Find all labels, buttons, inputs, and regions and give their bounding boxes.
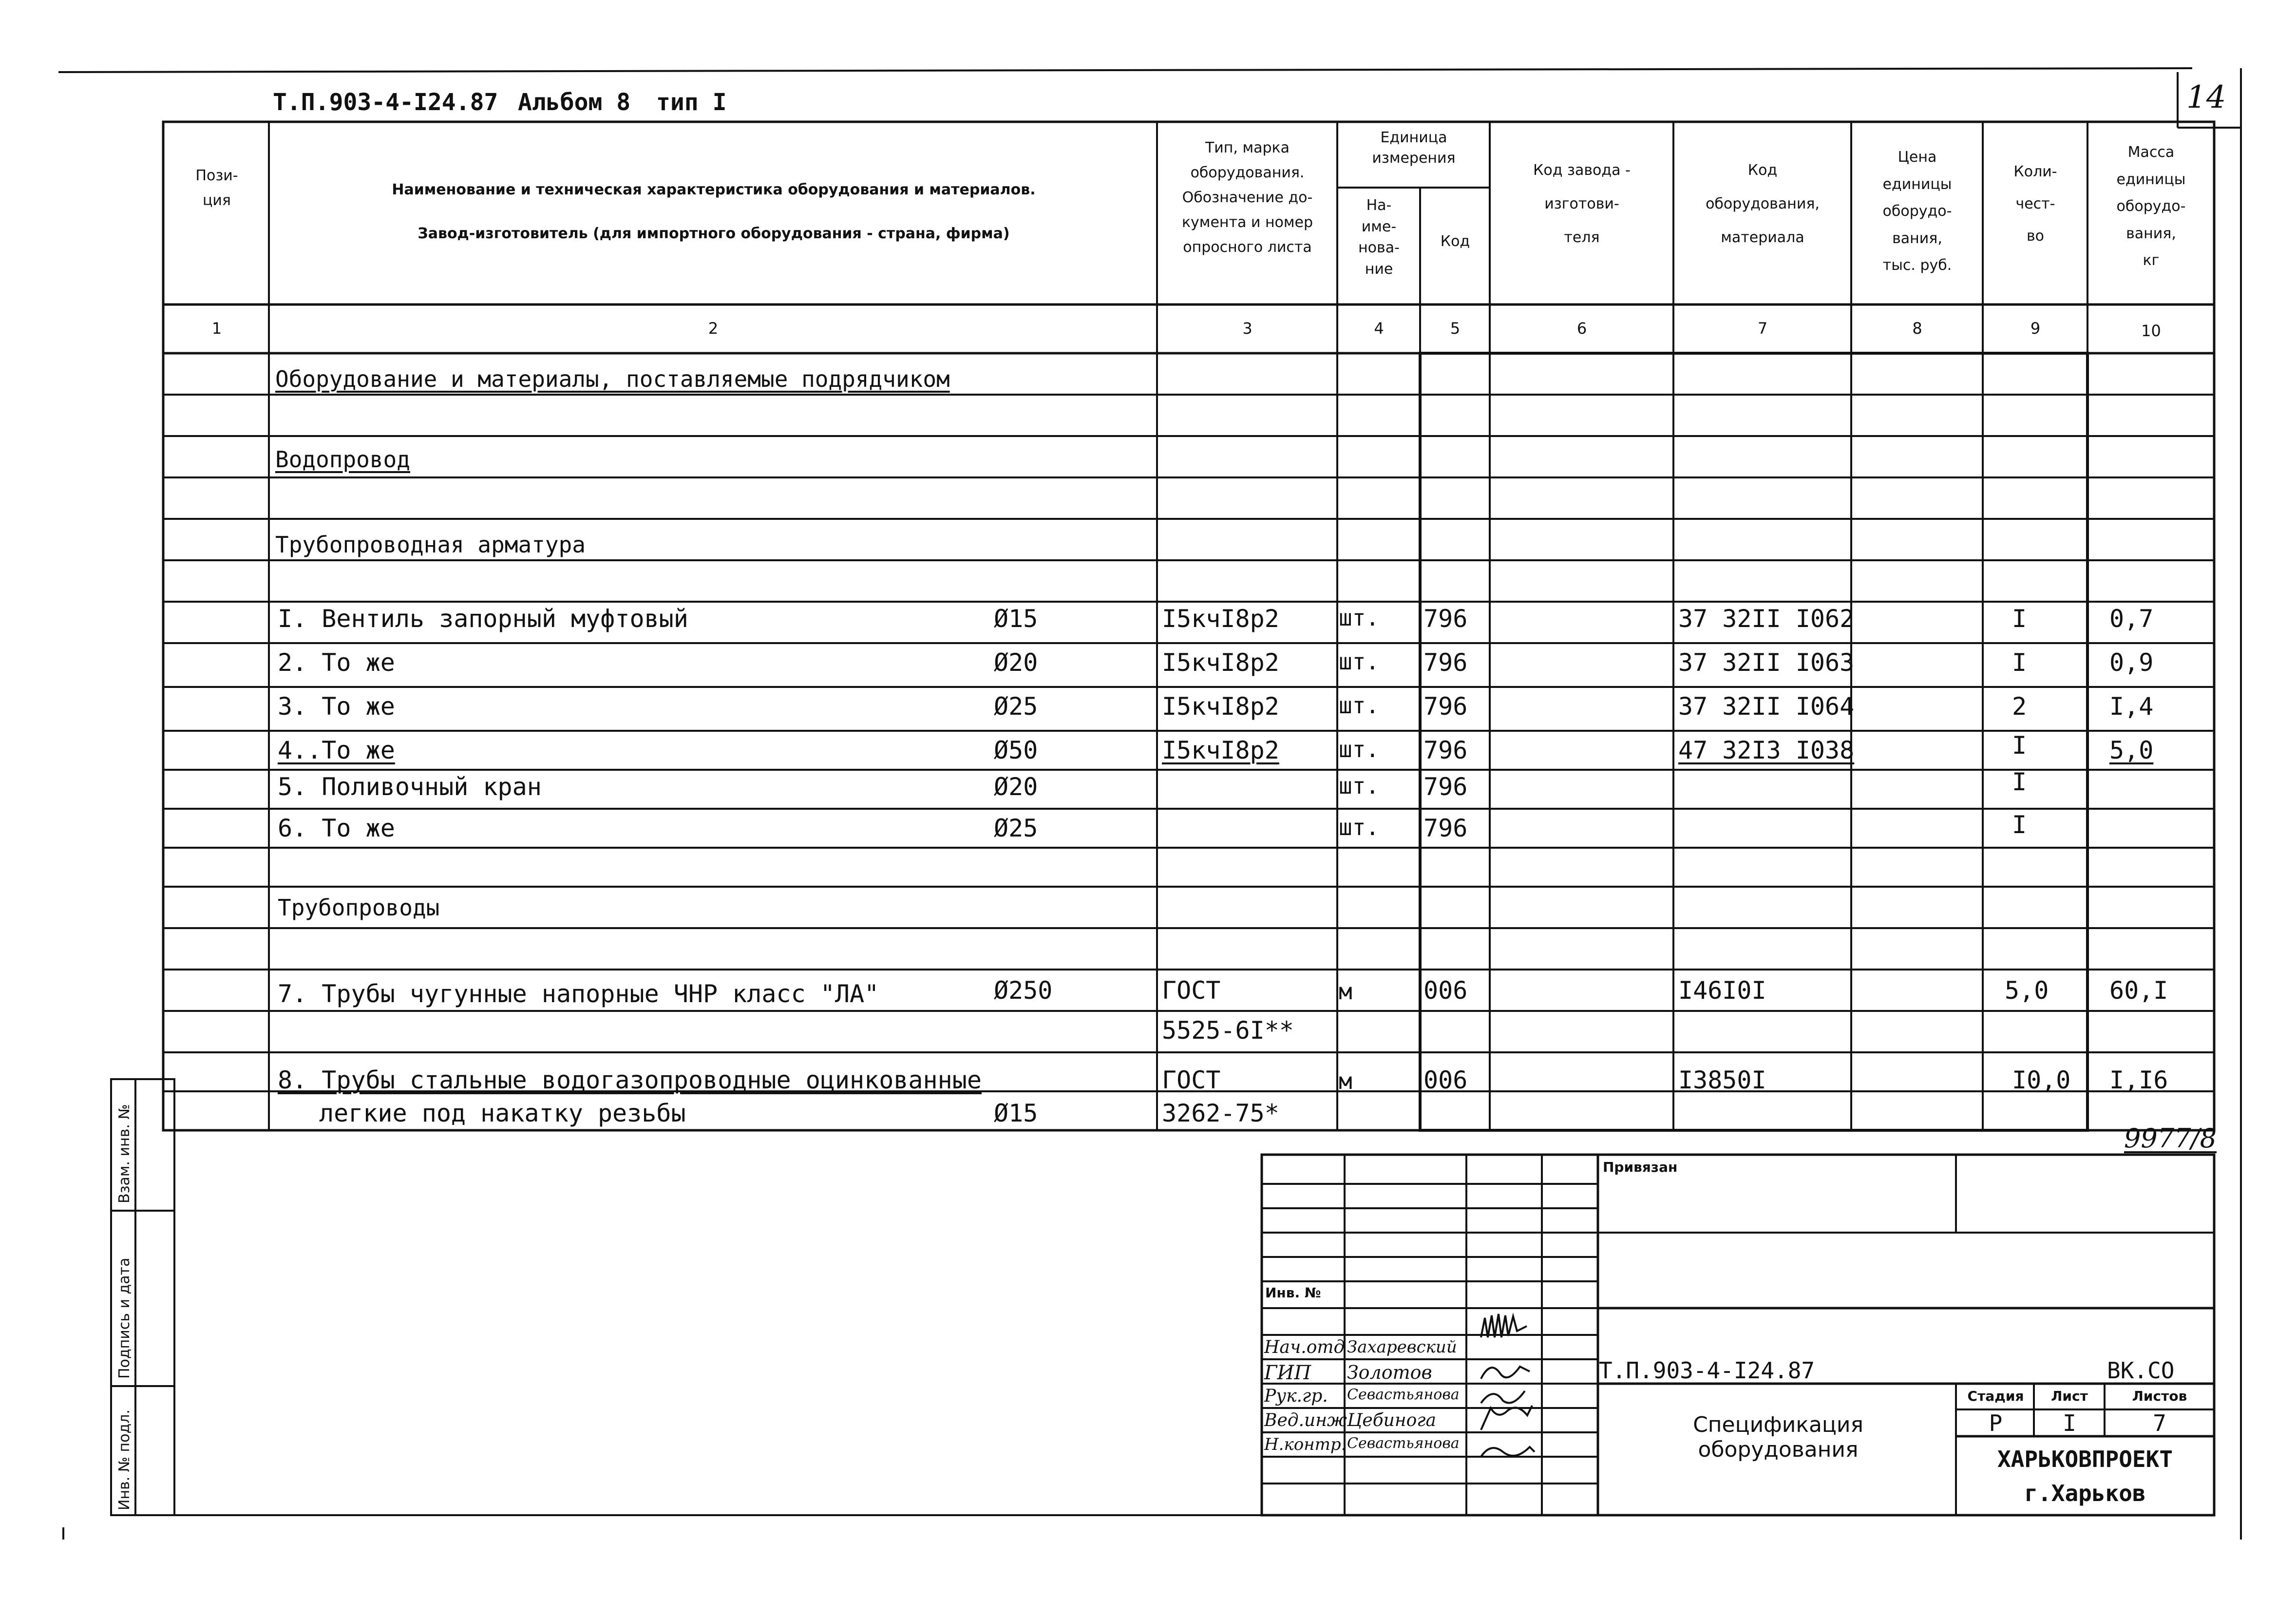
table-row-code: 796 (1423, 648, 1468, 677)
table-row-equip-code: 37 32II I062 (1678, 605, 1855, 633)
col-number: 6 (1576, 319, 1587, 338)
table-row-code: 796 (1423, 814, 1468, 842)
table-row-unit: шт. (1339, 736, 1380, 762)
table-row-qty: 2 (2012, 692, 2027, 721)
signer-name: Захаревский (1347, 1337, 1457, 1357)
col-number: 2 (708, 319, 719, 338)
doc-ref-header: Т.П.903-4-I24.87 (273, 89, 498, 116)
col-number: 1 (211, 319, 222, 338)
title-doc-code: ВК.СО (2107, 1357, 2175, 1384)
table-row-name: 8. Трубы стальные водогазопроводные оцинкованные (278, 1066, 982, 1094)
stage-label: Стадия (1967, 1388, 2024, 1404)
section-water: Водопровод (275, 446, 410, 473)
table-row-qty: I (2012, 648, 2027, 677)
hdr-maker-code: Код завода - изготови- теля (1533, 162, 1631, 246)
col-number: 7 (1757, 319, 1768, 338)
table-row-dia: Ø15 (994, 605, 1038, 633)
table-row-mark: ГОСТ (1162, 1066, 1221, 1094)
table-row-qty: I (2012, 605, 2027, 633)
table-row-name: 5. Поливочный кран (278, 773, 542, 801)
table-row-code: 796 (1423, 736, 1468, 764)
table-row-mark2: 5525-6I** (1162, 1016, 1294, 1045)
signer-name: Цебинога (1347, 1410, 1436, 1430)
type-label: тип I (656, 89, 727, 116)
hdr-unit-code: Код (1440, 233, 1470, 250)
table-row-mark: I5кчI8р2 (1162, 736, 1279, 764)
table-row-equip-code: I3850I (1678, 1066, 1766, 1094)
table-row-code: 796 (1423, 692, 1468, 721)
table-row-code: 796 (1423, 773, 1468, 801)
table-row-mass: 0,9 (2109, 648, 2154, 677)
col-number: 8 (1912, 319, 1922, 338)
privyazan-label: Привязан (1603, 1159, 1678, 1175)
org-city: г.Харьков (2024, 1480, 2146, 1506)
table-row-unit: шт. (1339, 648, 1380, 675)
table-row-unit: шт. (1339, 814, 1380, 840)
title-spec: Спецификация оборудования (1693, 1412, 1863, 1462)
table-row-dia: Ø25 (994, 814, 1038, 842)
table-row-name: 3. То же (278, 692, 395, 721)
album-label: Альбом 8 (518, 89, 631, 116)
table-row-qty: I (2012, 768, 2027, 796)
page-mark: 14 (2186, 79, 2226, 115)
col-number: 9 (2030, 319, 2041, 338)
table-row-name: 2. То же (278, 648, 395, 677)
hdr-price: Цена единицы оборудо- вания, тыс. руб. (1882, 149, 1952, 274)
table-row-unit: шт. (1339, 773, 1380, 799)
hdr-quantity: Коли- чест- во (2013, 163, 2057, 245)
role-label: ГИП (1264, 1362, 1311, 1384)
hdr-unit-name: На- име- нова- ние (1358, 197, 1400, 278)
table-row-dia: Ø20 (994, 648, 1038, 677)
table-row-mark: I5кчI8р2 (1162, 605, 1279, 633)
stamp-replaced-inv: Взам. инв. № (116, 1104, 133, 1203)
table-row-equip-code: 37 32II I063 (1678, 648, 1855, 677)
role-label: Вед.инж (1264, 1410, 1347, 1430)
table-row-code: 796 (1423, 605, 1468, 633)
archive-number: 9977/8 (2124, 1123, 2217, 1154)
role-label: Рук.гр. (1264, 1386, 1328, 1406)
table-row-mark: I5кчI8р2 (1162, 692, 1279, 721)
signer-name: Севастьянова (1347, 1386, 1460, 1403)
col-number: 10 (2141, 322, 2161, 340)
table-row-mark: ГОСТ (1162, 976, 1221, 1005)
table-row-unit: шт. (1339, 605, 1380, 631)
section-main: Оборудование и материалы, поставляемые подрядчиком (275, 366, 950, 392)
table-row-mass: 60,I (2109, 976, 2168, 1005)
table-row-code: 006 (1423, 1066, 1468, 1094)
hdr-mass: Масса единицы оборудо- вания, кг (2116, 144, 2186, 269)
table-row-equip-code: 47 32I3 I038 (1678, 736, 1855, 764)
table-row-dia: Ø25 (994, 692, 1038, 721)
table-row-qty: I0,0 (2012, 1066, 2071, 1094)
table-row-dia: Ø50 (994, 736, 1038, 764)
col-number: 3 (1242, 319, 1252, 338)
signer-name: Севастьянова (1347, 1435, 1460, 1452)
role-label: Нач.отд (1264, 1337, 1345, 1357)
table-row-unit: м (1339, 978, 1352, 1005)
table-row-qty: 5,0 (2005, 976, 2049, 1005)
sheet-label: Лист (2051, 1388, 2088, 1404)
table-row-qty: I (2012, 731, 2027, 760)
hdr-position: Пози- ция (195, 167, 238, 209)
hdr-name: Наименование и техническая характеристика оборудования и материалов. Завод-изготовитель (для импортного оборудования - страна, фирма) (392, 181, 1036, 242)
table-row-qty: I (2012, 811, 2027, 839)
sheets-label: Листов (2132, 1388, 2187, 1404)
signer-name: Золотов (1347, 1362, 1432, 1383)
org-name: ХАРЬКОВПРОЕКТ (1997, 1446, 2173, 1472)
table-row-name: 7. Трубы чугунные напорные ЧНР класс "ЛА" (278, 980, 879, 1008)
table-row-dia: Ø250 (994, 976, 1053, 1005)
table-row-name: 4..То же (278, 736, 395, 764)
table-row-code: 006 (1423, 976, 1468, 1005)
table-row-dia: Ø20 (994, 773, 1038, 801)
title-doc-ref: Т.П.903-4-I24.87 (1599, 1357, 1815, 1384)
hdr-equip-code: Код оборудования, материала (1706, 162, 1820, 246)
table-row-mass: I,I6 (2109, 1066, 2168, 1094)
table-row-dia: Ø15 (994, 1099, 1038, 1127)
table-row-mass: I,4 (2109, 692, 2154, 721)
col-number: 5 (1450, 319, 1461, 338)
hdr-unit-group: Единица измерения (1372, 129, 1456, 167)
table-row-mark: I5кчI8р2 (1162, 648, 1279, 677)
table-row-equip-code: I46I0I (1678, 976, 1766, 1005)
inv-no-label: Инв. № (1265, 1285, 1321, 1301)
stamp-original-inv: Инв. № подл. (116, 1409, 133, 1510)
section-fittings: Трубопроводная арматура (275, 532, 586, 558)
table-row-unit: шт. (1339, 692, 1380, 719)
stage-value: Р (1989, 1410, 2003, 1436)
sheet-value: I (2063, 1410, 2076, 1436)
table-row-name: 6. То же (278, 814, 395, 842)
table-row-mass: 5,0 (2109, 736, 2154, 764)
table-row-mark2: 3262-75* (1162, 1099, 1279, 1127)
sheets-value: 7 (2153, 1410, 2166, 1436)
stamp-signature-date: Подпись и дата (116, 1257, 133, 1379)
hdr-type-mark: Тип, марка оборудования. Обозначение до- кумента и номер опросного листа (1181, 139, 1313, 256)
section-pipes: Трубопроводы (278, 894, 440, 921)
table-row-unit: м (1339, 1068, 1352, 1094)
table-row-equip-code: 37 32II I064 (1678, 692, 1855, 721)
table-row-name2: легкие под накатку резьбы (319, 1099, 686, 1127)
table-row-mass: 0,7 (2109, 605, 2154, 633)
col-number: 4 (1374, 319, 1384, 338)
table-row-name: I. Вентиль запорный муфтовый (278, 605, 688, 633)
role-label: Н.контр. (1264, 1435, 1347, 1454)
